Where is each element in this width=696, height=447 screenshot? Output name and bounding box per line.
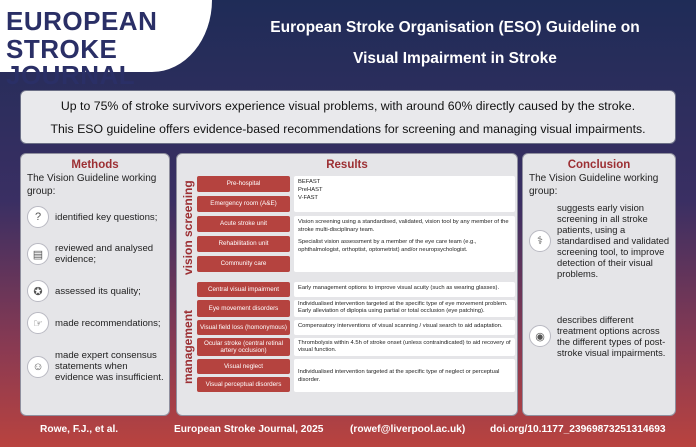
screening-doctor-icon: ⚕ bbox=[529, 230, 551, 252]
methods-item bbox=[27, 243, 165, 265]
intro-line-2: This ESO guideline offers evidence-based recommendations for screening and managing visual impairments. bbox=[50, 122, 646, 136]
intro-line-1: Up to 75% of stroke survivors experience visual problems, with around 60% directly caused by the stroke. bbox=[60, 99, 636, 113]
methods-intro: The Vision Guideline working group: bbox=[27, 173, 157, 197]
management-category: Central visual impairment bbox=[197, 282, 290, 297]
management-description: Early management options to improve visual acuity (such as wearing glasses). bbox=[294, 282, 515, 297]
methods-item bbox=[27, 350, 165, 383]
methods-heading: Methods bbox=[71, 159, 119, 171]
management-label: management bbox=[181, 309, 195, 384]
screening-description bbox=[294, 216, 515, 272]
methods-item-text: made recommendations; bbox=[55, 317, 161, 329]
methods-item bbox=[27, 206, 165, 228]
page-title-line-2: Visual Impairment in Stroke bbox=[353, 50, 557, 67]
screening-tool-name: V-FAST bbox=[298, 195, 318, 201]
screening-category: Emergency room (A&E) bbox=[197, 196, 290, 212]
methods-item-text: made expert consensus statements when evidence was insufficient. bbox=[55, 350, 164, 383]
management-category: Eye movement disorders bbox=[197, 300, 290, 317]
intro-panel bbox=[20, 90, 676, 144]
quality-badge-icon: ✪ bbox=[27, 280, 49, 302]
eye-treatment-icon: ◉ bbox=[529, 325, 551, 347]
footer-authors: Rowe, F.J., et al. bbox=[40, 424, 119, 435]
results-panel bbox=[176, 153, 518, 416]
management-category: Visual neglect bbox=[197, 359, 290, 374]
screening-desc-main-2: Specialist vision assessment by a member of the eye care team (e.g., ophthalmologist, orthoptist, optometrist) and/or neuropsychologist. bbox=[298, 239, 477, 253]
conclusion-heading: Conclusion bbox=[567, 159, 631, 171]
journal-logo bbox=[0, 0, 212, 90]
screening-category: Pre-hospital bbox=[197, 176, 290, 192]
conclusion-item bbox=[529, 202, 671, 279]
screening-category: Community care bbox=[197, 256, 290, 272]
vision-screening-label: vision screening bbox=[181, 180, 195, 276]
screening-category: Rehabilitation unit bbox=[197, 236, 290, 252]
screening-tool-name: PreHAST bbox=[298, 187, 323, 193]
conclusion-item bbox=[529, 314, 671, 358]
results-heading: Results bbox=[326, 159, 368, 171]
management-category: Visual perceptual disorders bbox=[197, 377, 290, 392]
management-description: Compensatory interventions of visual scanning / visual search to aid adaptation. bbox=[294, 320, 515, 335]
group-consensus-icon: ☺ bbox=[27, 356, 49, 378]
page-title-line-1: European Stroke Organisation (ESO) Guideline on bbox=[270, 19, 640, 36]
methods-item-text: identified key questions; bbox=[55, 211, 158, 223]
logo-line-1: EUROPEAN bbox=[6, 6, 158, 36]
screening-category: Acute stroke unit bbox=[197, 216, 290, 232]
methods-item-text: reviewed and analysed evidence; bbox=[55, 243, 154, 265]
footer-journal: European Stroke Journal, 2025 bbox=[174, 424, 324, 435]
management-description: Individualised intervention targeted at the specific type of eye movement problem. Early alleviation of diplopia using partial or total occlusion (eye patching). bbox=[294, 300, 515, 317]
footer bbox=[20, 421, 676, 441]
question-chat-icon: ? bbox=[27, 206, 49, 228]
management-description: Individualised intervention targeted at the specific type of neglect or perceptual disorder. bbox=[294, 359, 515, 392]
screening-early-tools bbox=[294, 176, 515, 212]
footer-doi-link[interactable]: doi.org/10.1177_23969873251314693 bbox=[490, 424, 666, 435]
conclusion-item-text: describes different treatment options across the different types of post-stroke visual impairments. bbox=[557, 314, 666, 358]
footer-email-link[interactable]: (rowef@liverpool.ac.uk) bbox=[350, 424, 466, 435]
conclusion-panel bbox=[522, 153, 676, 416]
screening-tool-name: BEFAST bbox=[298, 179, 321, 185]
management-category: Visual field loss (homonymous) bbox=[197, 320, 290, 335]
conclusion-item-text: suggests early vision screening in all stroke patients, using a standardised and validated screening tool, to improve detection of their visual problems. bbox=[557, 202, 670, 279]
management-description: Thrombolysis within 4.5h of stroke onset (unless contraindicated) to aid recovery of visual function. bbox=[294, 338, 515, 356]
laptop-analysis-icon: ▤ bbox=[27, 243, 49, 265]
methods-item-text: assessed its quality; bbox=[55, 285, 141, 297]
methods-item bbox=[27, 312, 165, 334]
management-category: Ocular stroke (central retinal artery occlusion) bbox=[197, 338, 290, 356]
recommendation-hand-icon: ☞ bbox=[27, 312, 49, 334]
conclusion-intro: The Vision Guideline working group: bbox=[529, 173, 659, 197]
screening-desc-main-1: Vision screening using a standardised, validated, vision tool by any member of the stroke multi-disciplinary team. bbox=[298, 219, 509, 233]
methods-panel bbox=[20, 153, 170, 416]
logo-line-2: STROKE JOURNAL bbox=[6, 34, 136, 90]
methods-item bbox=[27, 280, 165, 302]
